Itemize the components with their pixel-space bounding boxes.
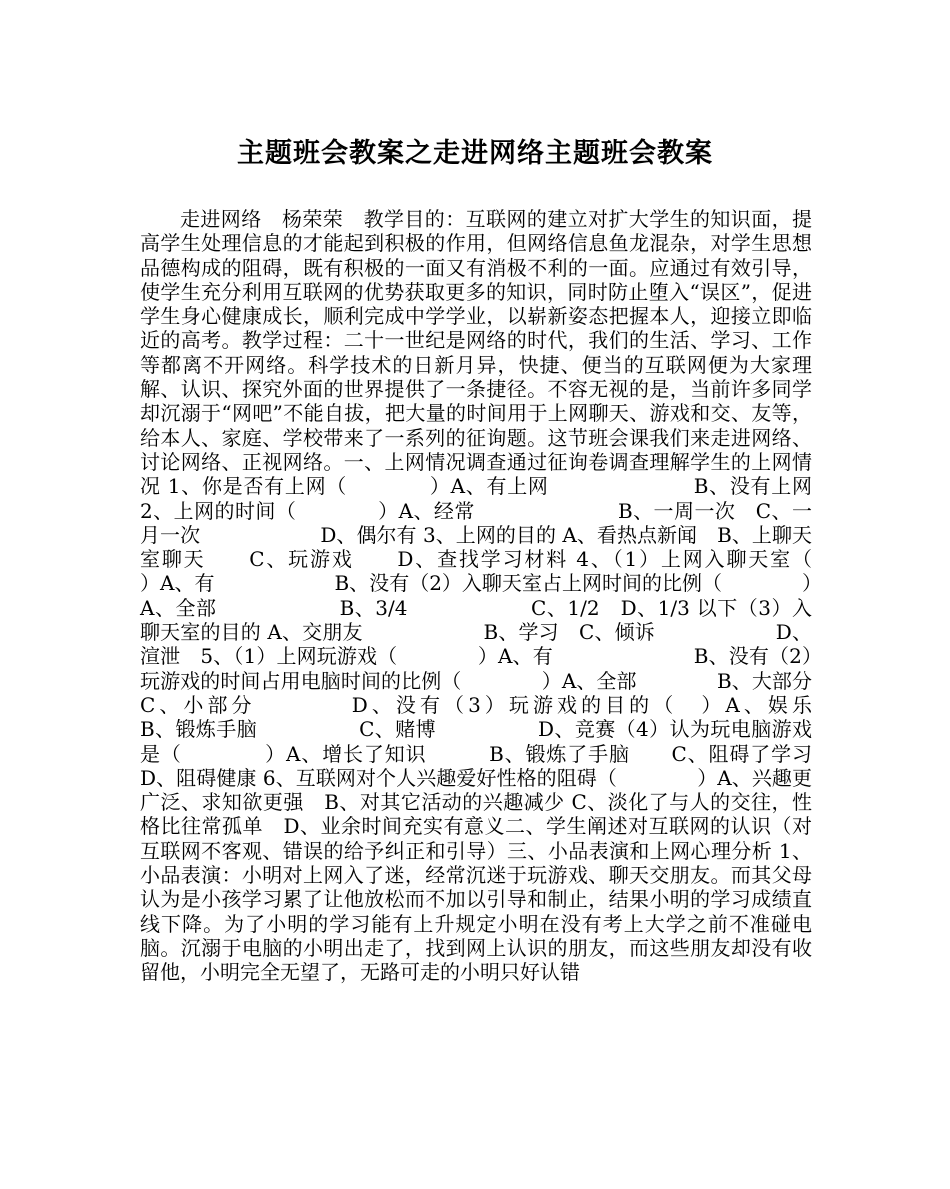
document-title: 主题班会教案之走进网络主题班会教案 bbox=[237, 138, 713, 169]
document-body: 走进网络 杨荣荣 教学目的：互联网的建立对扩大学生的知识面，提高学生处理信息的才能起到积极的作用，但网络信息鱼龙混杂，对学生思想品德构成的阻碍，既有积极的一面又有消极不利的一面。应通过有效引导，使学生充分利用互联网的优势获取更多的知识，同时防止堕入“误区”，促进学生身心健康成长，顺利完成中学学业，以崭新姿态把握本人，迎接立即临近的高考。教学过程：二十一世纪是网络的时代，我们的生活、学习、工作等都离不开网络。科学技术的日新月异，快捷、便当的互联网便为大家理解、认识、探究外面的世界提供了一条捷径。不容无视的是，当前许多同学却沉溺于“网吧”不能自拔，把大量的时间用于上网聊天、游戏和交、友等，给本人、家庭、学校带来了一系列的征询题。这节班会课我们来走进网络、讨论网络、正视网络。一、上网情况调查通过征询卷调查理解学生的上网情况 1、你是否有上网（ ）A、有上网 B、没有上网 2、上网的时间（ ）A、经常 B、一周一次 C、一月一次 D、偶尔有 3、上网的目的 A、看热点新闻 B、上聊天室聊天 C、玩游戏 D、查找学习材料 4、（1）上网入聊天室（ ）A、有 B、没有（2）入聊天室占上网时间的比例（ ）A、全部 B、3/4 C、1/2 D、1/3 以下（3）入聊天室的目的 A、交朋友 B、学习 C、倾诉 D、渲泄 5、（1）上网玩游戏（ ）A、有 B、没有（2）玩游戏的时间占用电脑时间的比例（ ）A、全部 B、大部分 C、小部分 D、没有（3）玩游戏的目的（ ）A、娱乐 B、锻炼手脑 C、赌博 D、竞赛（4）认为玩电脑游戏是（ ）A、增长了知识 B、锻炼了手脑 C、阻碍了学习 D、阻碍健康 6、互联网对个人兴趣爱好性格的阻碍（ ）A、兴趣更广泛、求知欲更强 B、对其它活动的兴趣减少 C、淡化了与人的交往，性格比往常孤单 D、业余时间充实有意义二、学生阐述对互联网的认识（对互联网不客观、错误的给予纠正和引导）三、小品表演和上网心理分析 1、小品表演：小明对上网入了迷，经常沉迷于玩游戏、聊天交朋友。而其父母认为是小孩学习累了让他放松而不加以引导和制止，结果小明的学习成绩直线下降。为了小明的学习能有上升规定小明在没有考上大学之前不准碰电脑。沉溺于电脑的小明出走了，找到网上认识的朋友，而这些朋友却没有收留他，小明完全无望了，无路可走的小明只好认错 bbox=[140, 207, 912, 985]
